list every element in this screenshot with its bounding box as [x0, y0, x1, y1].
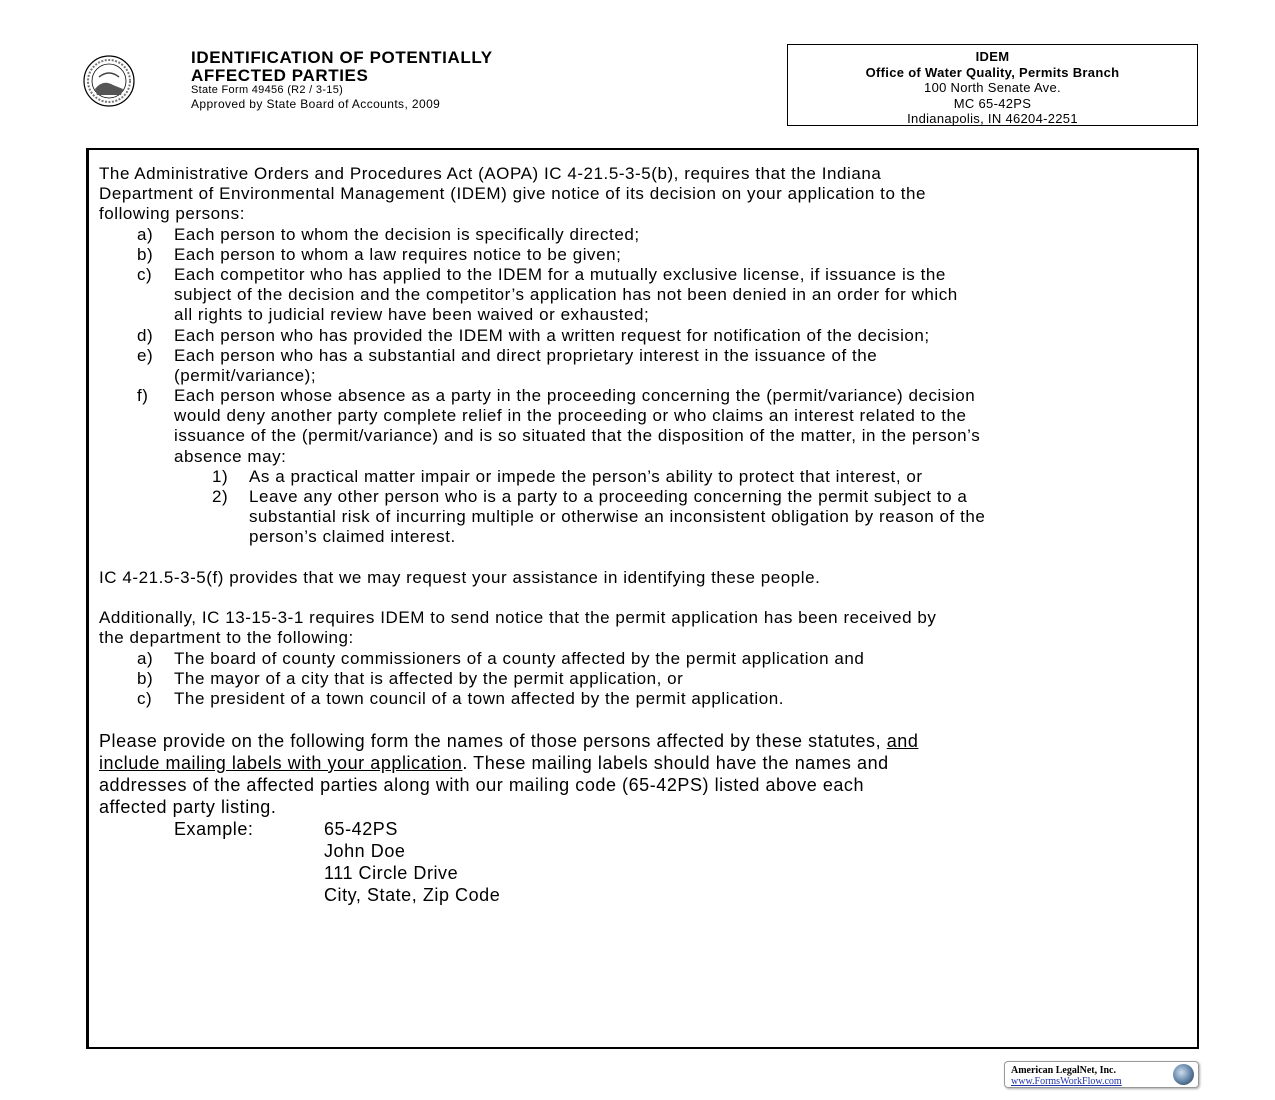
list-item-line	[99, 386, 985, 406]
office: Office of Water Quality, Permits Branch	[865, 64, 1120, 80]
example-line: 65-42PS	[324, 819, 398, 839]
list-item-line	[99, 507, 985, 527]
example-line: City, State, Zip Code	[324, 885, 501, 905]
globe-logo-icon	[1173, 1064, 1194, 1085]
list-item-text: issuance of the (permit/variance) and is so situated that the disposition of the matter, in the person’s	[174, 426, 981, 446]
list-item-text: person’s claimed interest.	[249, 527, 456, 547]
address-box	[787, 44, 1198, 126]
list-marker: c)	[137, 264, 153, 284]
list-item-line	[99, 467, 985, 487]
list-item-line	[99, 406, 985, 426]
company-name: American LegalNet, Inc.	[1011, 1065, 1116, 1076]
city: Indianapolis, IN 46204-2251	[907, 111, 1078, 126]
list-item-text: Each person to whom the decision is specifically directed;	[174, 224, 640, 244]
list-item-text: Each competitor who has applied to the IDEM for a mutually exclusive license, if issuance is the	[174, 264, 946, 284]
list-marker: d)	[137, 325, 154, 345]
form-number: State Form 49456 (R2 / 3-15)	[191, 84, 344, 96]
list-marker: c)	[137, 688, 153, 708]
list-item-line	[99, 285, 985, 305]
list-item-line	[99, 689, 985, 709]
street: 100 North Senate Ave.	[924, 80, 1061, 95]
title-line: IDENTIFICATION OF POTENTIALLY	[191, 48, 493, 67]
title-line: AFFECTED PARTIES	[191, 66, 369, 85]
agency: IDEM	[975, 49, 1010, 64]
intro-line: following persons:	[99, 204, 245, 224]
form-title	[191, 49, 493, 85]
list-item-text: (permit/variance);	[174, 365, 317, 385]
list-marker: a)	[137, 648, 154, 668]
intro-line: The Administrative Orders and Procedures Act (AOPA) IC 4-21.5-3-5(b), requires that the Indiana	[99, 164, 882, 183]
list-item-line	[99, 649, 985, 669]
website-link[interactable]: www.FormsWorkFlow.com	[1011, 1076, 1122, 1087]
indiana-state-seal-icon	[83, 55, 135, 107]
list-item-line	[99, 326, 985, 346]
list-item-text: would deny another party complete relief in the proceeding or who claims an interest related to the	[174, 406, 967, 426]
statute-line: the department to the following:	[99, 628, 354, 648]
list-item-line	[99, 487, 985, 507]
list-item-text: The mayor of a city that is affected by the permit application, or	[174, 668, 684, 688]
list-item-text: substantial risk of incurring multiple or otherwise an inconsistent obligation by reason of the	[249, 507, 986, 527]
list-item-text: Each person who has provided the IDEM with a written request for notification of the decision;	[174, 325, 930, 345]
list-item-text: all rights to judicial review have been waived or exhausted;	[174, 305, 650, 325]
list-item-text: Leave any other person who is a party to a proceeding concerning the permit subject to a	[249, 487, 968, 506]
list-item-text: Each person to whom a law requires notice to be given;	[174, 244, 622, 264]
list-marker: 2)	[212, 487, 229, 506]
list-item-text: absence may:	[174, 446, 287, 466]
intro-line: Department of Environmental Management (IDEM) give notice of its decision on your application to the	[99, 184, 927, 204]
list-item-line	[99, 265, 985, 285]
list-item-line	[99, 225, 985, 245]
list-item-line	[99, 527, 985, 547]
example-label: Example:	[174, 819, 254, 839]
list-item-line	[99, 669, 985, 689]
mail-code: MC 65-42PS	[953, 95, 1032, 111]
list-item-text: Each person whose absence as a party in the proceeding concerning the (permit/variance) decision	[174, 386, 976, 406]
list-marker: a)	[137, 224, 154, 244]
approval-note: Approved by State Board of Accounts, 2009	[191, 97, 441, 111]
example-line: 111 Circle Drive	[324, 863, 459, 883]
list-item-line	[99, 245, 985, 265]
list-marker: b)	[137, 668, 154, 688]
list-marker: 1)	[212, 466, 229, 486]
list-item-text: The board of county commissioners of a county affected by the permit application and	[174, 648, 865, 668]
list-item-line	[99, 426, 985, 446]
list-item-line	[99, 346, 985, 366]
list-item-text: As a practical matter impair or impede the person’s ability to protect that interest, or	[249, 466, 923, 486]
instruction-underline: include mailing labels with your application	[99, 753, 463, 773]
instruction-text: affected party listing.	[99, 797, 277, 817]
list-marker: e)	[137, 345, 154, 365]
list-item-line	[99, 305, 985, 325]
list-item-text: subject of the decision and the competitor’s application has not been denied in an order for which	[174, 285, 958, 305]
statute-line: Additionally, IC 13-15-3-1 requires IDEM to send notice that the permit application has been received by	[99, 608, 937, 628]
notice-text	[99, 164, 985, 709]
list-item-text: The president of a town council of a town affected by the permit application.	[174, 688, 784, 708]
example-line: John Doe	[324, 841, 406, 861]
instructions-paragraph	[99, 730, 918, 906]
list-marker: f)	[137, 386, 149, 406]
instruction-text: . These mailing labels should have the names and	[462, 753, 889, 773]
list-item-line	[99, 447, 985, 467]
instruction-text: addresses of the affected parties along with our mailing code (65-42PS) listed above each	[99, 775, 865, 795]
list-marker: b)	[137, 244, 154, 264]
list-item-text: Each person who has a substantial and direct proprietary interest in the issuance of the	[174, 345, 878, 365]
assistance-paragraph: IC 4-21.5-3-5(f) provides that we may request your assistance in identifying these people.	[99, 567, 821, 587]
instruction-underline: and	[886, 731, 919, 751]
list-item-line	[99, 366, 985, 386]
instruction-text: Please provide on the following form the names of those persons affected by these statutes,	[99, 731, 887, 751]
american-legalnet-badge[interactable]	[1004, 1061, 1199, 1088]
